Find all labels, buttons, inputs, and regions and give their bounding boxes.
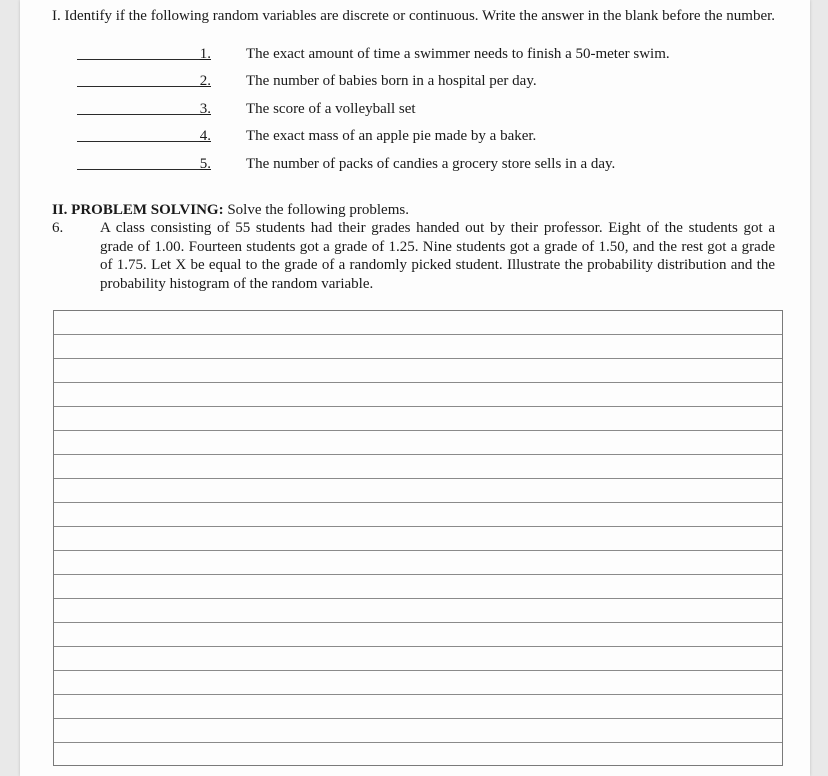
ruled-line [54,742,782,743]
ruled-line [54,454,782,455]
worksheet-page [20,0,810,776]
ruled-line [54,574,782,575]
question-row-2 [20,71,810,91]
ruled-line [54,526,782,527]
problem-statement: A class consisting of 55 students had their grades handed out by their professor. Eight of the students got a grade of 1.00. Fourteen students got a grade of 1.25. Nine students got a grade of 1.50, and the rest got a grade of 1.75. Let X be equal to the grade of a randomly picked student. Illustrate the probability distribution and the probability histogram of the random variable. [100,220,775,292]
question-text: The number of packs of candies a grocery store sells in a day. [246,156,616,172]
question-text: The exact amount of time a swimmer needs to finish a 50-meter swim. [246,46,670,62]
question-row-5 [20,154,810,174]
question-number: 3. [199,101,211,117]
question-number: 4. [199,128,211,144]
question-row-3 [20,99,810,119]
ruled-line [54,694,782,695]
question-row-1 [20,44,810,64]
ruled-line [54,502,782,503]
problem-number: 6. [52,220,64,236]
ruled-line [54,334,782,335]
question-text: The score of a volleyball set [246,101,416,117]
answer-blank-5[interactable] [77,169,211,170]
ruled-line [54,718,782,719]
answer-blank-2[interactable] [77,86,211,87]
question-number: 2. [199,73,211,89]
question-row-4 [20,126,810,146]
answer-lined-box[interactable] [53,310,783,766]
ruled-line [54,622,782,623]
ruled-line [54,430,782,431]
section-two-instructions: Solve the following problems. [223,202,409,218]
ruled-line [54,550,782,551]
question-number: 5. [199,156,211,172]
ruled-line [54,358,782,359]
question-text: The number of babies born in a hospital per day. [246,73,537,89]
ruled-line [54,478,782,479]
ruled-line [54,670,782,671]
answer-blank-3[interactable] [77,114,211,115]
ruled-line [54,406,782,407]
answer-blank-4[interactable] [77,141,211,142]
answer-blank-1[interactable] [77,59,211,60]
ruled-line [54,382,782,383]
question-number: 1. [199,46,211,62]
section-two-title: II. PROBLEM SOLVING: [52,202,224,218]
section-two-heading [52,201,409,219]
section-one-instructions: I. Identify if the following random variables are discrete or continuous. Write the answer in the blank before the number. [52,8,776,24]
question-text: The exact mass of an apple pie made by a baker. [246,128,537,144]
ruled-line [54,598,782,599]
ruled-line [54,646,782,647]
